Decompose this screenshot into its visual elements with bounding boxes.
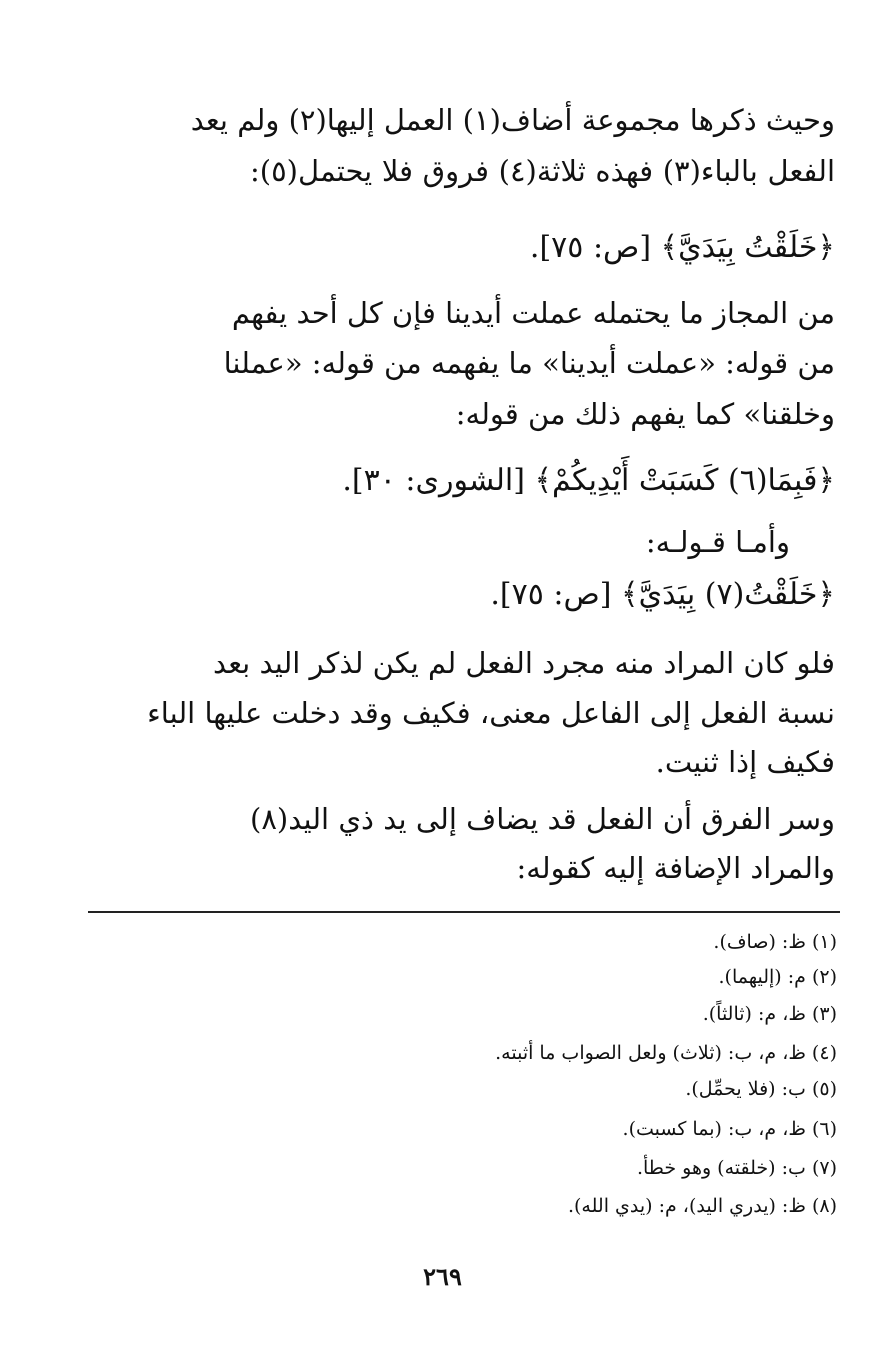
footnote-2: (٢) م: (إليهما). bbox=[718, 966, 837, 988]
page-number: ٢٦٩ bbox=[423, 1262, 462, 1291]
footnote-7: (٧) ب: (خلقته) وهو خطأ. bbox=[636, 1157, 837, 1179]
quran-verse-1: ﴿خَلَقْتُ بِيَدَيَّ﴾ [ص: ٧٥]. bbox=[529, 230, 835, 265]
footnote-6: (٦) ظ، م، ب: (بما كسبت). bbox=[622, 1118, 837, 1140]
body-line-11: نسبة الفعل إلى الفاعل معنى، فكيف وقد دخلت عليها الباء bbox=[147, 696, 835, 730]
footnote-divider bbox=[88, 911, 840, 913]
body-line-12: فكيف إذا ثنيت. bbox=[655, 745, 835, 779]
body-line-2: الفعل بالباء(٣) فهذه ثلاثة(٤) فروق فلا يحتمل(٥): bbox=[250, 154, 835, 188]
body-line-8: وأمـا قـولـه: bbox=[645, 525, 790, 559]
footnote-4: (٤) ظ، م، ب: (ثلاث) ولعل الصواب ما أثبته. bbox=[495, 1042, 837, 1064]
body-line-10: فلو كان المراد منه مجرد الفعل لم يكن لذكر اليد بعد bbox=[212, 646, 835, 680]
footnote-8: (٨) ظ: (يدري اليد)، م: (يدي الله). bbox=[567, 1195, 837, 1217]
footnote-1: (١) ظ: (صاف). bbox=[713, 931, 837, 953]
quran-verse-3: ﴿خَلَقْتُ(٧) بِيَدَيَّ﴾ [ص: ٧٥]. bbox=[490, 577, 835, 612]
body-line-5: من قوله: «عملت أيدينا» ما يفهمه من قوله: «عملنا bbox=[223, 346, 835, 380]
body-line-14: والمراد الإضافة إليه كقوله: bbox=[516, 851, 835, 885]
body-line-6: وخلقنا» كما يفهم ذلك من قوله: bbox=[455, 397, 835, 431]
footnote-5: (٥) ب: (فلا يحمِّل). bbox=[685, 1078, 837, 1100]
body-line-4: من المجاز ما يحتمله عملت أيدينا فإن كل أحد يفهم bbox=[231, 296, 835, 330]
body-line-1: وحيث ذكرها مجموعة أضاف(١) العمل إليها(٢) ولم يعد bbox=[190, 103, 835, 137]
body-line-13: وسر الفرق أن الفعل قد يضاف إلى يد ذي اليد(٨) bbox=[250, 802, 835, 836]
footnote-3: (٣) ظ، م: (ثالثاً). bbox=[702, 1003, 837, 1025]
quran-verse-2: ﴿فَبِمَا(٦) كَسَبَتْ أَيْدِيكُمْ﴾ [الشورى: ٣٠]. bbox=[342, 463, 835, 498]
